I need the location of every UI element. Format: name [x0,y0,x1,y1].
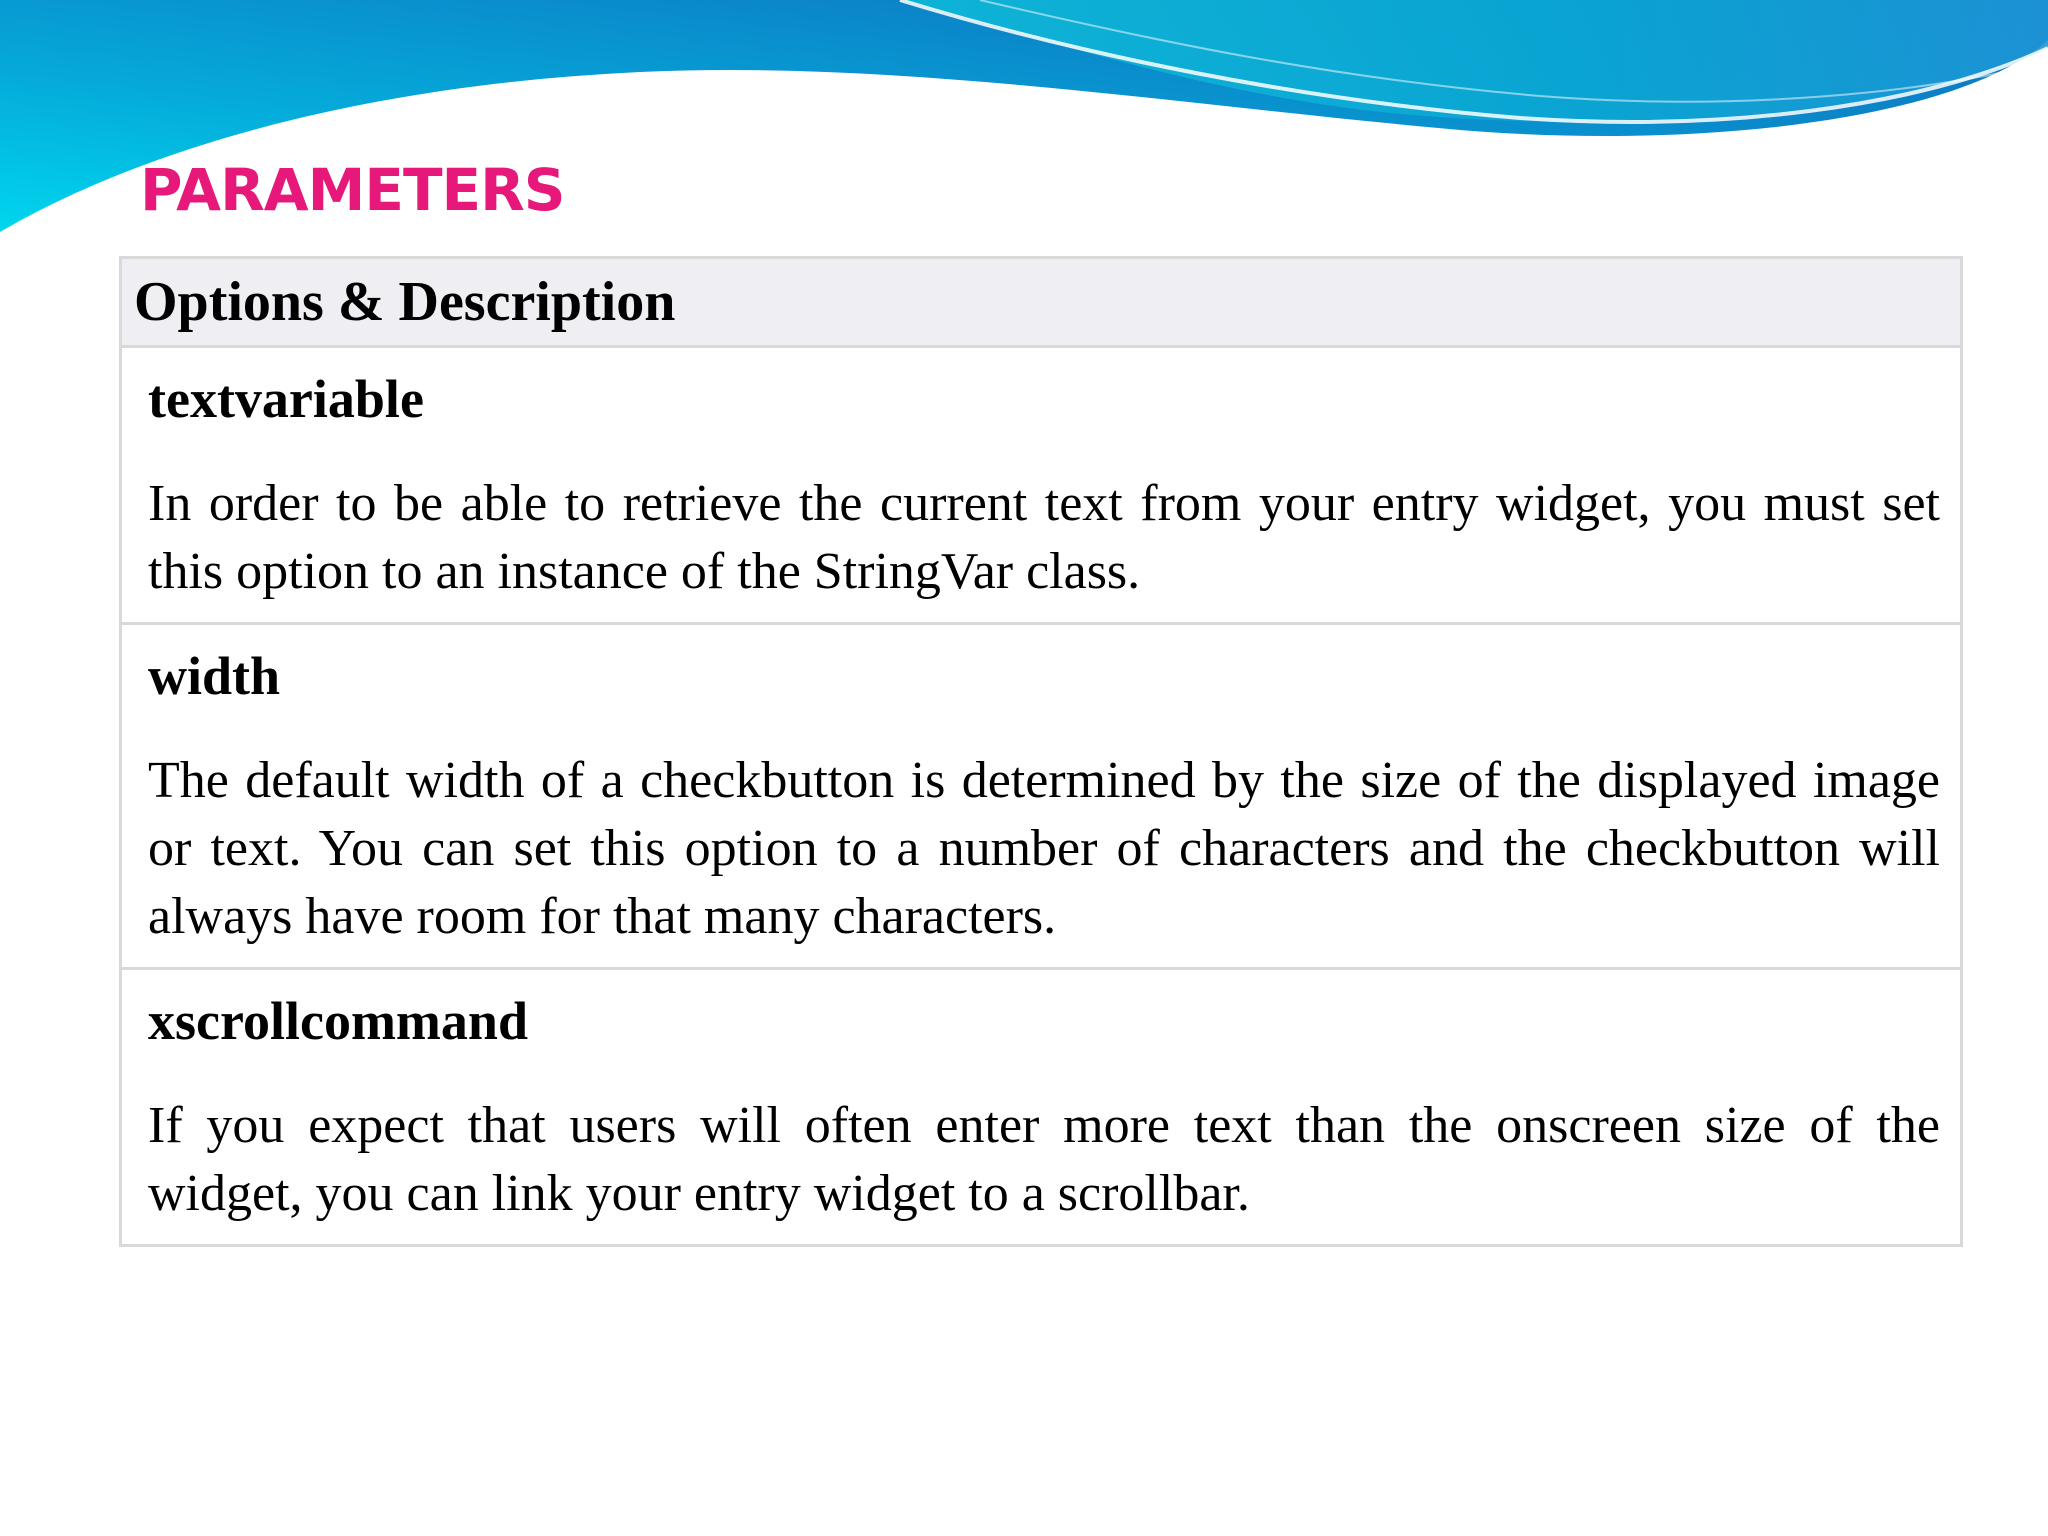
table-header: Options & Description [121,258,1962,347]
options-table [119,256,1963,1247]
option-description: The default width of a checkbutton is determined by the size of the displayed image or text. You can set this option to a number of characters and the checkbutton will always have room for that many characters. [148,752,1940,945]
option-cell [121,624,1962,969]
option-name: xscrollcommand [148,991,528,1051]
table-row [121,624,1962,969]
option-name: width [148,646,281,706]
option-cell [121,969,1962,1246]
table-header-row [121,258,1962,347]
option-description: If you expect that users will often enter more text than the onscreen size of the widget, you can link your entry widget to a scrollbar. [148,1097,1940,1222]
option-description: In order to be able to retrieve the current text from your entry widget, you must set this option to an instance of the StringVar class. [148,475,1940,600]
option-cell [121,347,1962,624]
table-row [121,347,1962,624]
table-row [121,969,1962,1246]
option-name: textvariable [148,369,424,429]
slide-title: PARAMETERS [140,156,565,224]
